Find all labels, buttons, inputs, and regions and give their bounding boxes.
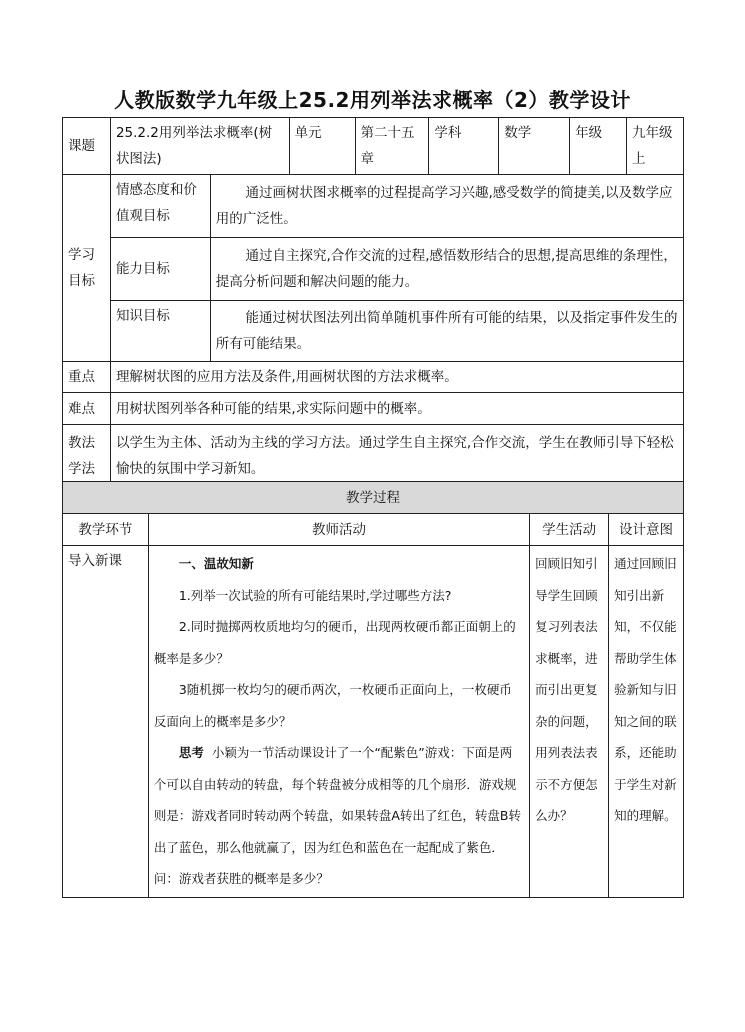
unit-label: 单元 xyxy=(289,118,355,175)
difficulty-text: 用树状图列举各种可能的结果,求实际问题中的概率。 xyxy=(110,393,683,425)
goal-name: 知识目标 xyxy=(110,301,210,362)
col-stage-header: 教学环节 xyxy=(63,514,149,546)
process-table xyxy=(62,481,684,898)
grade-label: 年级 xyxy=(570,118,627,175)
goal-text: 通过画树状图求概率的过程提高学习兴趣,感受数学的简捷美,以及数学应用的广泛性。 xyxy=(210,175,683,238)
goal-text: 能通过树状图法列出简单随机事件所有可能的结果，以及指定事件发生的所有可能结果。 xyxy=(210,301,683,362)
method-text: 以学生为主体、活动为主线的学习方法。通过学生自主探究,合作交流，学生在教师引导下轻松愉快的氛围中学习新知。 xyxy=(110,425,683,488)
key-text: 理解树状图的应用方法及条件,用画树状图的方法求概率。 xyxy=(110,362,683,393)
goal-name: 情感态度和价值观目标 xyxy=(110,175,210,238)
teacher-activity xyxy=(148,546,529,898)
question-3: 3随机掷一枚均匀的硬币两次，一枚硬币正面向上，一枚硬币反面向上的概率是多少？ xyxy=(153,682,512,729)
topic-label: 课题 xyxy=(63,118,111,175)
topic-value: 25.2.2用列举法求概率(树状图法) xyxy=(110,118,289,175)
lesson-info-table xyxy=(62,117,684,488)
process-header: 教学过程 xyxy=(63,482,684,514)
col-teacher-header: 教师活动 xyxy=(148,514,529,546)
question-2: 2.同时抛掷两枚质地均匀的硬币，出现两枚硬币都正面朝上的概率是多少？ xyxy=(153,619,516,666)
grade-value: 九年级上 xyxy=(627,118,684,175)
page-title: 人教版数学九年级上25.2用列举法求概率（2）教学设计 xyxy=(114,88,631,112)
method-label: 教法学法 xyxy=(63,425,111,488)
design-intent: 通过回顾旧知引出新知，不仅能帮助学生体验新知与旧知之间的联系，还能助于学生对新知的理解。 xyxy=(609,546,684,898)
subject-label: 学科 xyxy=(429,118,499,175)
subject-value: 数学 xyxy=(499,118,570,175)
goal-name: 能力目标 xyxy=(110,238,210,301)
goals-label: 学习目标 xyxy=(63,175,111,362)
col-student-header: 学生活动 xyxy=(530,514,609,546)
question-1: 1.列举一次试验的所有可能结果时,学过哪些方法? xyxy=(178,587,452,603)
think-label: 思考 xyxy=(178,745,204,760)
difficulty-label: 难点 xyxy=(63,393,111,425)
key-label: 重点 xyxy=(63,362,111,393)
student-activity: 回顾旧知引导学生回顾复习列表法求概率，进而引出更复杂的问题，用列表法表示不方便怎么办？ xyxy=(530,546,609,898)
unit-value: 第二十五章 xyxy=(355,118,429,175)
goal-text: 通过自主探究,合作交流的过程,感悟数形结合的思想,提高思维的条理性，提高分析问题和解决问题的能力。 xyxy=(210,238,683,301)
think-paragraph xyxy=(154,737,524,895)
col-intent-header: 设计意图 xyxy=(609,514,684,546)
stage-cell: 导入新课 xyxy=(63,546,149,898)
section-title: 一、温故知新 xyxy=(178,556,254,571)
think-text: 小颖为一节活动课设计了一个“配紫色”游戏：下面是两个可以自由转动的转盘，每个转盘被分成相等的几个扇形．游戏规则是：游戏者同时转动两个转盘，如果转盘A转出了红色，转盘B转出了蓝色，那么他就赢了，因为红色和蓝色在一起配成了紫色．问：游戏者获胜的概率是多少？ xyxy=(153,745,521,886)
